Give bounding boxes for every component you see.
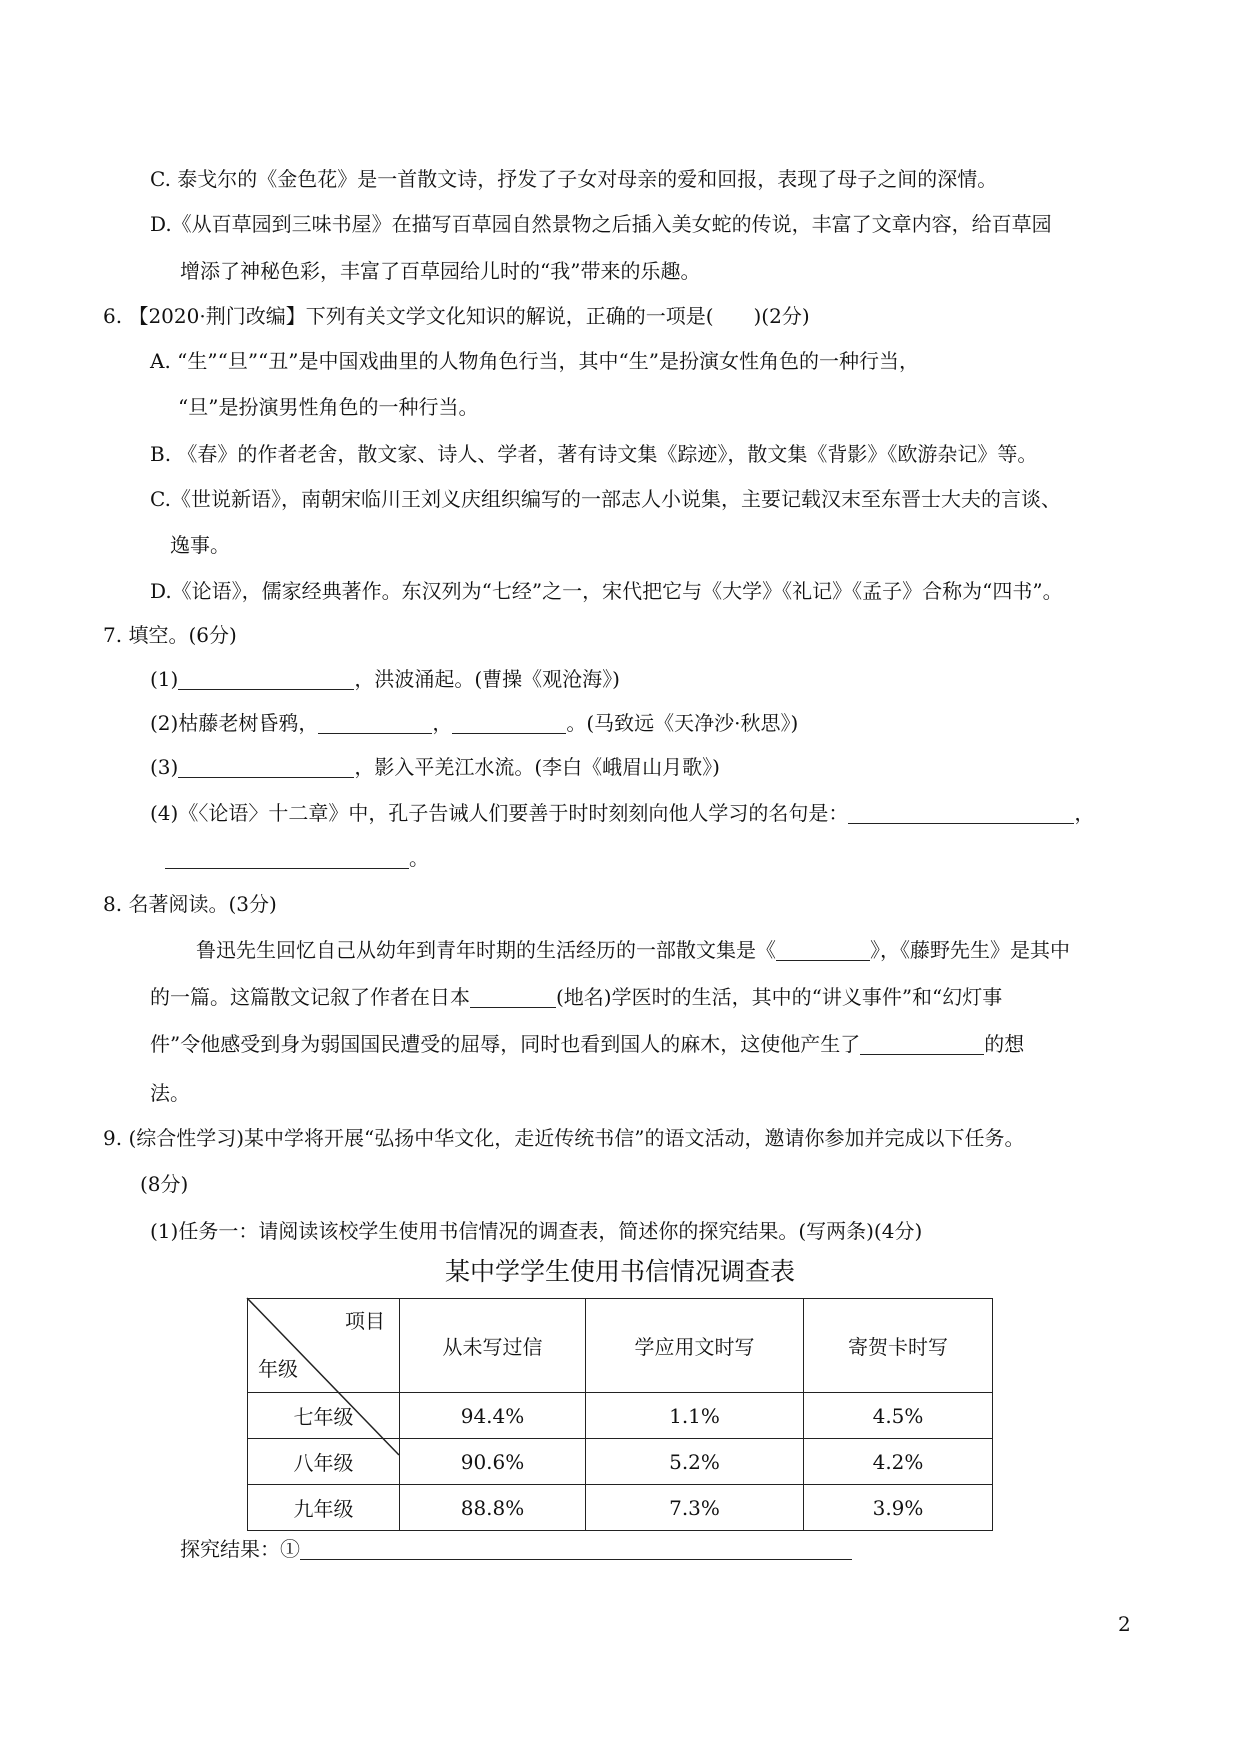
q9-task1: (1)任务一：请阅读该校学生使用书信情况的调查表，简述你的探究结果。(写两条)(4分) (150, 1219, 923, 1243)
column-header: 寄贺卡时写 (804, 1299, 993, 1393)
value-cell: 4.5% (804, 1393, 993, 1439)
grade-cell: 七年级 (248, 1393, 400, 1439)
answer-blank[interactable] (470, 987, 556, 1008)
q8-line3-prefix: 件”令他感受到身为弱国国民遭受的屈辱，同时也看到国人的麻木，这使他产生了 (150, 1032, 861, 1056)
corner-diagonal-line (247, 1298, 407, 1458)
q6-stem: 6. 【2020·荆门改编】下列有关文学文化知识的解说，正确的一项是( )(2分) (103, 304, 810, 328)
q7-item1-suffix: ，洪波涌起。(曹操《观沧海》) (354, 667, 620, 691)
q7-item2-comma: ， (432, 711, 453, 735)
q8-line1-suffix: 》，《藤野先生》是其中 (870, 938, 1070, 962)
value-cell: 90.6% (400, 1439, 586, 1485)
q8-paragraph-line3 (150, 1030, 1024, 1058)
answer-blank[interactable] (318, 713, 432, 734)
q8-line2-prefix: 的一篇。这篇散文记叙了作者在日本 (150, 985, 470, 1009)
grade-cell: 八年级 (248, 1439, 400, 1485)
answer-blank[interactable] (178, 669, 354, 690)
q7-item4-line2 (165, 844, 429, 872)
q7-stem: 7. 填空。(6分) (103, 623, 237, 647)
q7-item2 (150, 709, 798, 737)
value-cell: 3.9% (804, 1485, 993, 1531)
answer-blank[interactable] (776, 940, 870, 961)
q8-line1-prefix: 鲁迅先生回忆自己从幼年到青年时期的生活经历的一部散文集是《 (196, 938, 776, 962)
column-header: 学应用文时写 (586, 1299, 804, 1393)
q6-option-d: D.《论语》，儒家经典著作。东汉列为“七经”之一，宋代把它与《大学》《礼记》《孟子》合称为“四书”。 (150, 579, 1063, 603)
q6-option-b: B. 《春》的作者老舍，散文家、诗人、学者，著有诗文集《踪迹》，散文集《背影》《欧游杂记》等。 (150, 442, 1038, 466)
answer-blank[interactable] (848, 803, 1074, 824)
q8-paragraph-line4: 法。 (150, 1081, 190, 1105)
q6-option-a-line2: “旦”是扮演男性角色的一种行当。 (178, 395, 479, 419)
answer-blank[interactable] (300, 1539, 852, 1560)
q7-item4-line1 (150, 799, 1094, 827)
q8-paragraph-line1 (196, 936, 1070, 964)
q5-option-d-line2: 增添了神秘色彩，丰富了百草园给儿时的“我”带来的乐趣。 (180, 259, 701, 283)
value-cell: 5.2% (586, 1439, 804, 1485)
result-line (180, 1535, 852, 1563)
answer-blank[interactable] (178, 757, 354, 778)
q8-line2-suffix: (地名)学医时的生活，其中的“讲义事件”和“幻灯事 (556, 985, 1003, 1009)
q7-item4-comma: ， (1074, 801, 1095, 825)
answer-blank[interactable] (860, 1034, 984, 1055)
q8-line3-suffix: 的想 (984, 1032, 1025, 1056)
q7-item3-prefix: (3) (150, 755, 179, 779)
answer-blank[interactable] (452, 713, 566, 734)
q7-item1-prefix: (1) (150, 667, 179, 691)
q7-item2-prefix: (2)枯藤老树昏鸦， (150, 711, 319, 735)
grade-cell: 九年级 (248, 1485, 400, 1531)
q7-item1 (150, 665, 620, 693)
value-cell: 88.8% (400, 1485, 586, 1531)
value-cell: 7.3% (586, 1485, 804, 1531)
q7-item4-prefix: (4)《〈论语〉十二章》中，孔子告诫人们要善于时时刻刻向他人学习的名句是： (150, 801, 849, 825)
value-cell: 1.1% (586, 1393, 804, 1439)
table-row (248, 1485, 993, 1531)
answer-blank[interactable] (165, 848, 409, 869)
q5-option-d-line1: D.《从百草园到三味书屋》在描写百草园自然景物之后插入美女蛇的传说，丰富了文章内容，给百草园 (150, 212, 1052, 236)
table-caption: 某中学学生使用书信情况调查表 (444, 1257, 795, 1286)
q9-stem-line2: (8分) (140, 1172, 189, 1196)
q8-stem: 8. 名著阅读。(3分) (103, 892, 277, 916)
column-header: 从未写过信 (400, 1299, 586, 1393)
result-label: 探究结果：① (180, 1537, 300, 1561)
q9-stem-line1: 9. (综合性学习)某中学将开展“弘扬中华文化，走近传统书信”的语文活动，邀请你参加并完成以下任务。 (103, 1126, 1025, 1150)
corner-label-item: 项目 (345, 1309, 385, 1333)
q7-item4-end: 。 (409, 846, 429, 870)
q6-option-a-line1: A. “生”“旦”“丑”是中国戏曲里的人物角色行当，其中“生”是扮演女性角色的一种行当， (150, 349, 919, 373)
q6-option-c-line2: 逸事。 (170, 533, 230, 557)
q8-paragraph-line2 (150, 983, 1002, 1011)
q7-item3-suffix: ，影入平羌江水流。(李白《峨眉山月歌》) (354, 755, 720, 779)
page-number: 2 (1118, 1612, 1131, 1636)
corner-label-grade: 年级 (258, 1357, 298, 1381)
q6-option-c-line1: C.《世说新语》，南朝宋临川王刘义庆组织编写的一部志人小说集，主要记载汉末至东晋士大夫的言谈、 (150, 487, 1061, 511)
q7-item3 (150, 753, 720, 781)
q5-option-c: C. 泰戈尔的《金色花》是一首散文诗，抒发了子女对母亲的爱和回报，表现了母子之间的深情。 (150, 167, 998, 191)
value-cell: 4.2% (804, 1439, 993, 1485)
value-cell: 94.4% (400, 1393, 586, 1439)
q7-item2-suffix: 。(马致远《天净沙·秋思》) (566, 711, 799, 735)
